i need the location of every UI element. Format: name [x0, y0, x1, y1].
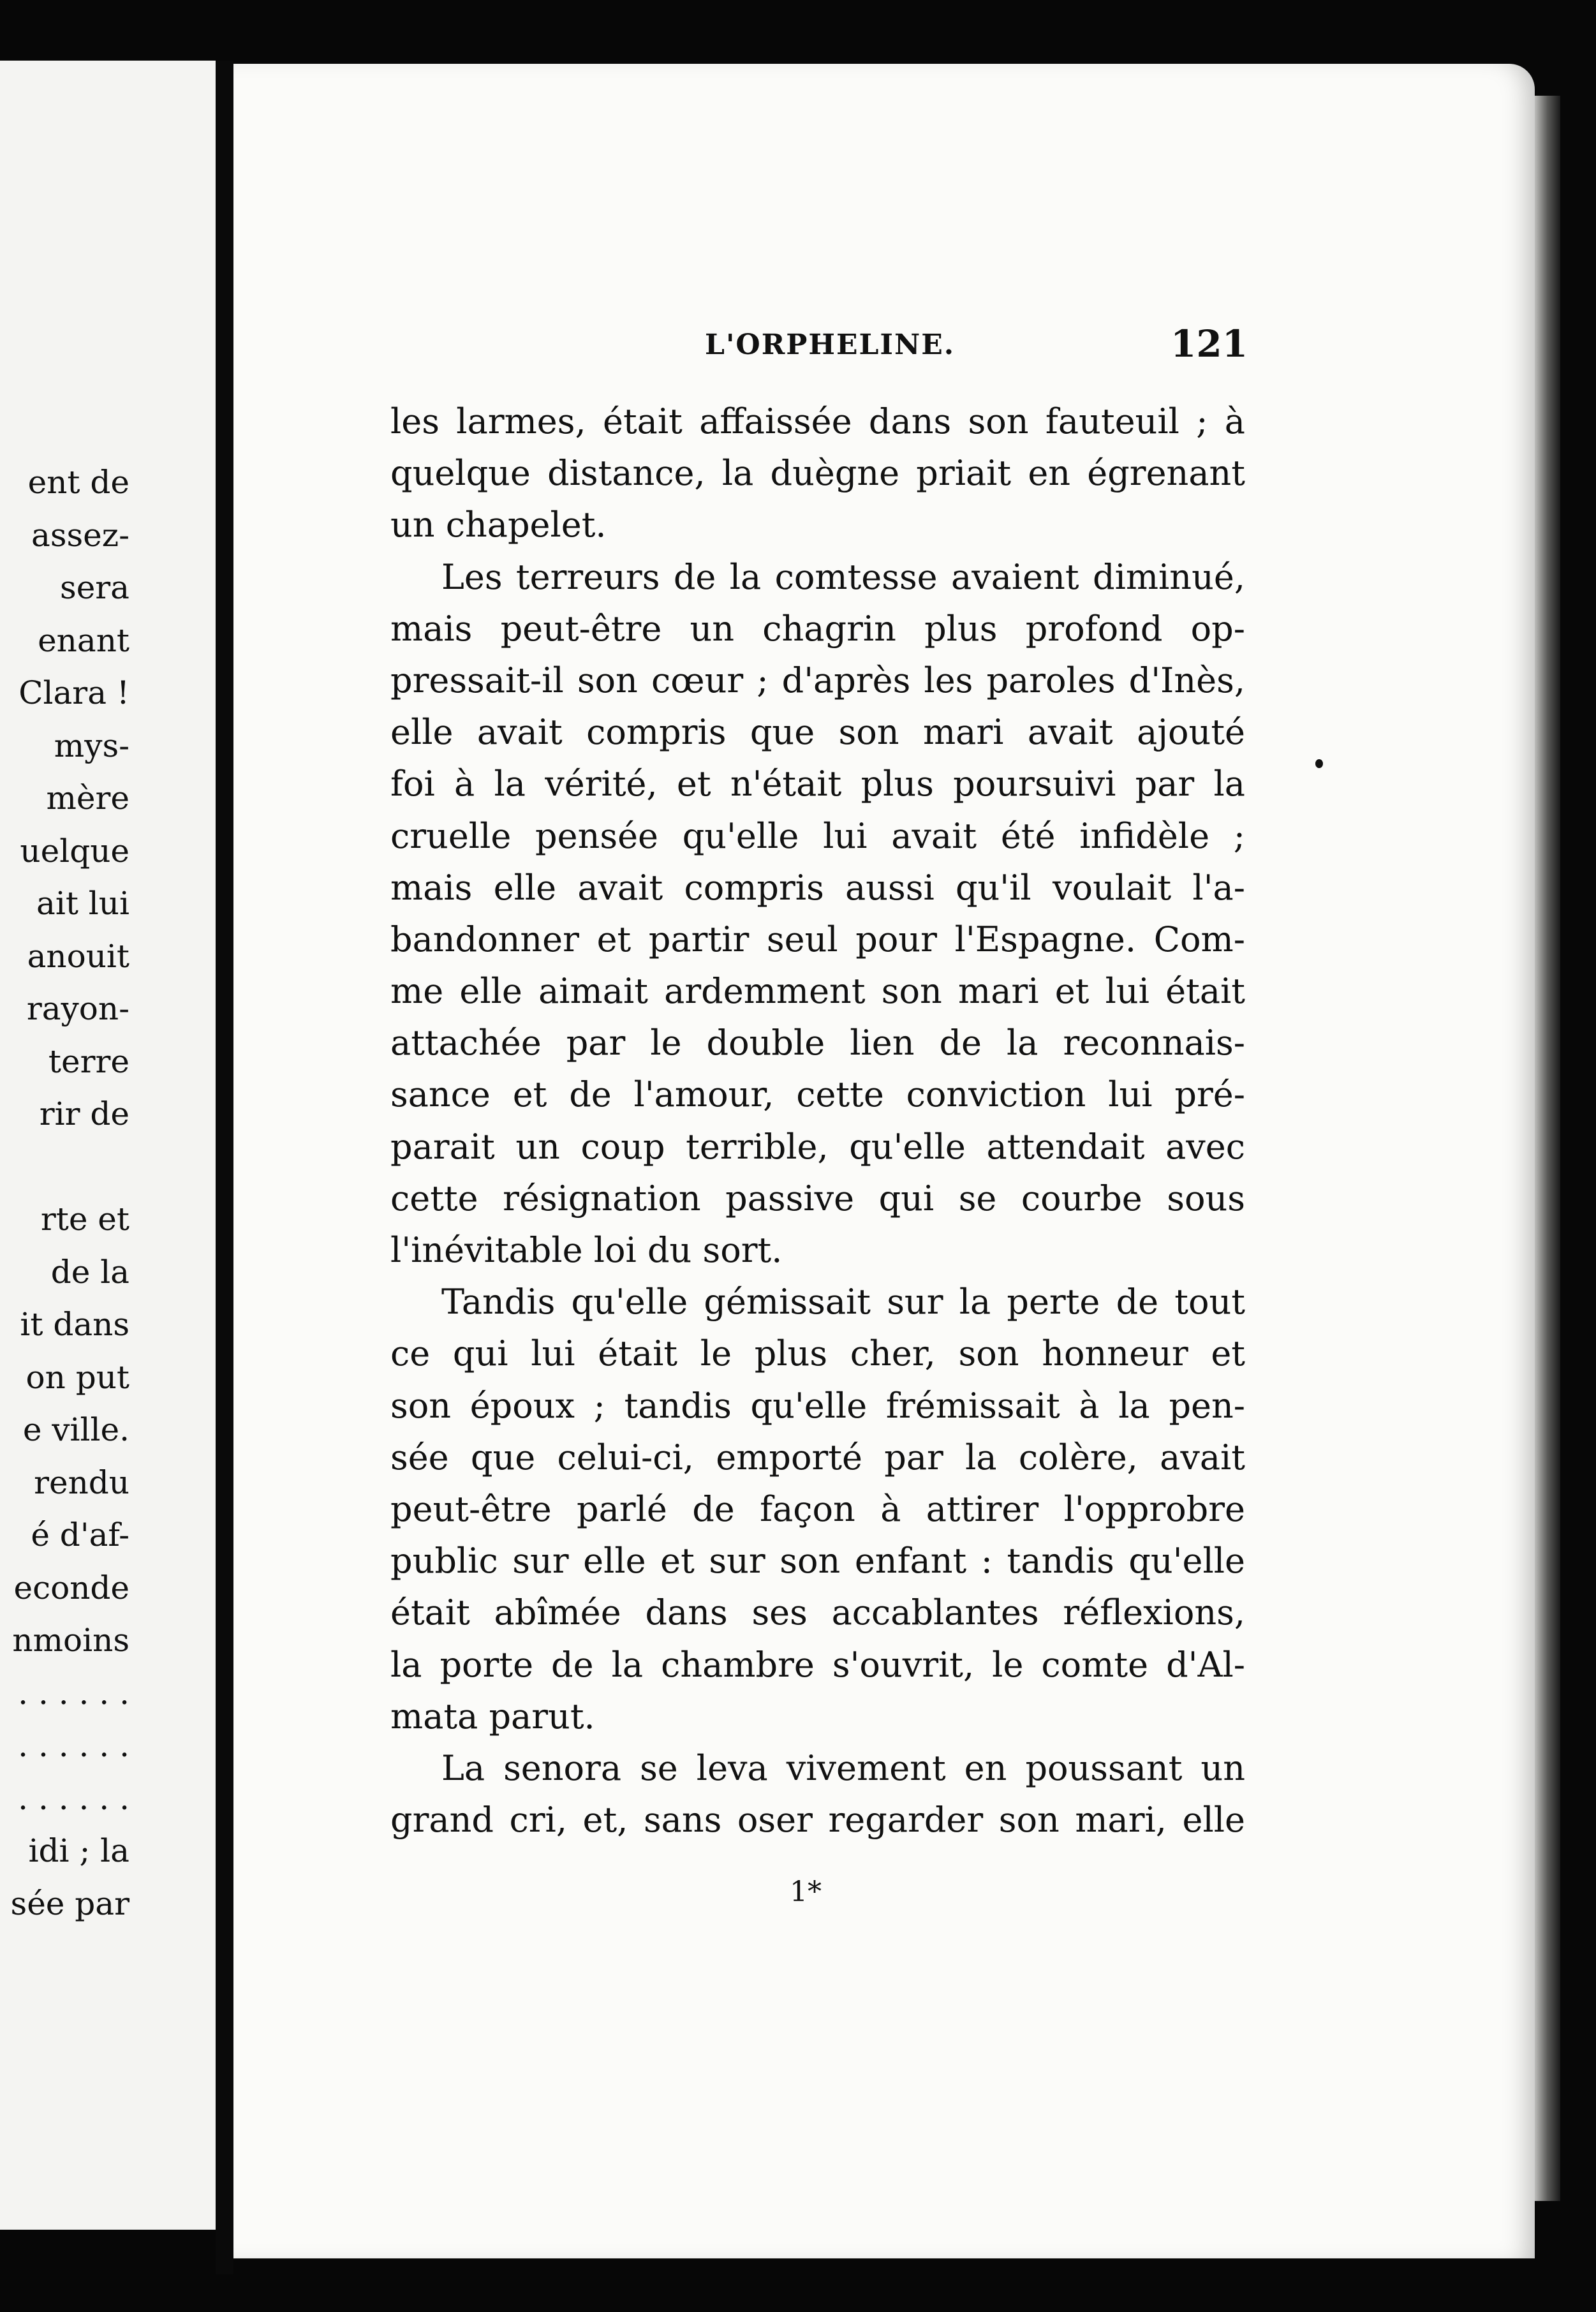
facing-page-left — [0, 61, 216, 2230]
text-line: public sur elle et sur son enfant : tandis qu'elle — [390, 1541, 1245, 1582]
facing-page-line: nmoins — [12, 1622, 129, 1659]
facing-page-line: terre — [48, 1042, 129, 1080]
facing-page-line: . . . . . . — [18, 1727, 129, 1764]
facing-page-line: rayon- — [26, 990, 129, 1027]
facing-page-line: rendu — [34, 1464, 129, 1501]
text-line: foi à la vérité, et n'était plus poursuivi par la — [390, 764, 1245, 804]
text-line: mais peut-être un chagrin plus profond op- — [390, 608, 1245, 649]
facing-page-line: mys- — [54, 727, 129, 764]
text-line: un chapelet. — [390, 505, 607, 545]
facing-page-line: e ville. — [22, 1411, 129, 1448]
page-edge — [1535, 96, 1560, 2201]
text-line: cruelle pensée qu'elle lui avait été infidèle ; — [390, 815, 1245, 856]
text-line: l'inévitable loi du sort. — [390, 1230, 783, 1270]
text-line: parait un coup terrible, qu'elle attendait avec — [390, 1126, 1245, 1167]
text-line: quelque distance, la duègne priait en égrenant — [390, 453, 1245, 494]
facing-page-line: anouit — [27, 937, 129, 975]
facing-page-line — [11, 1141, 129, 1194]
ink-speck — [1315, 759, 1323, 768]
text-line: Les terreurs de la comtesse avaient diminué, — [441, 556, 1245, 597]
facing-page-line: ent de — [27, 464, 129, 501]
facing-page-line: de la — [50, 1253, 129, 1291]
facing-page-line: Clara ! — [18, 674, 129, 711]
facing-page-line: . . . . . . — [18, 1779, 129, 1817]
text-line: sée que celui-ci, emporté par la colère, avait — [390, 1437, 1245, 1478]
text-line: attachée par le double lien de la reconnais- — [390, 1023, 1245, 1063]
signature-mark: 1* — [790, 1876, 822, 1908]
facing-page-text — [11, 456, 129, 1930]
text-line: était abîmée dans ses accablantes réflexions, — [390, 1592, 1245, 1633]
facing-page-line: ait lui — [36, 885, 129, 922]
text-line: elle avait compris que son mari avait ajouté — [390, 712, 1245, 753]
text-line: cette résignation passive qui se courbe sous — [390, 1178, 1245, 1219]
facing-page-line: mère — [46, 780, 129, 817]
facing-page-line: assez- — [31, 516, 129, 554]
text-line: La senora se leva vivement en poussant un — [441, 1747, 1245, 1788]
text-line: les larmes, était affaissée dans son fauteuil ; à — [390, 401, 1245, 441]
text-line: grand cri, et, sans oser regarder son mari, elle — [390, 1800, 1245, 1841]
text-line: pressait-il son cœur ; d'après les paroles d'Inès, — [390, 660, 1245, 700]
text-line: Tandis qu'elle gémissait sur la perte de tout — [441, 1282, 1245, 1323]
text-line: sance et de l'amour, cette conviction lui pré- — [390, 1074, 1245, 1115]
text-line: ce qui lui était le plus cher, son honneur et — [390, 1333, 1245, 1374]
facing-page-line: sée par — [10, 1885, 129, 1922]
facing-page-line: it dans — [20, 1306, 129, 1343]
running-title: L'ORPHELINE. — [705, 329, 956, 361]
facing-page-line: uelque — [20, 832, 129, 870]
text-line: la porte de la chambre s'ouvrit, le comte d'Al- — [390, 1644, 1245, 1685]
facing-page-line: idi ; la — [28, 1832, 129, 1869]
text-line: bandonner et partir seul pour l'Espagne. Com- — [390, 919, 1245, 960]
text-line: mais elle avait compris aussi qu'il voulait l'a- — [390, 867, 1245, 908]
facing-page-line: sera — [60, 569, 129, 606]
text-line: me elle aimait ardemment son mari et lui était — [390, 971, 1245, 1012]
text-line: mata parut. — [390, 1696, 595, 1737]
text-line: son époux ; tandis qu'elle frémissait à la pen- — [390, 1385, 1245, 1426]
facing-page-line: rir de — [39, 1095, 129, 1132]
text-line: peut-être parlé de façon à attirer l'opprobre — [390, 1488, 1245, 1529]
facing-page-line: enant — [38, 621, 129, 659]
book-gutter — [216, 61, 233, 2274]
page-number: 121 — [1171, 322, 1248, 366]
facing-page-line: on put — [26, 1358, 129, 1396]
body-text — [390, 396, 1245, 1846]
facing-page-line: é d'af- — [31, 1516, 129, 1553]
facing-page-line: rte et — [40, 1201, 129, 1238]
facing-page-line: econde — [13, 1569, 129, 1606]
facing-page-line: . . . . . . — [18, 1674, 129, 1712]
